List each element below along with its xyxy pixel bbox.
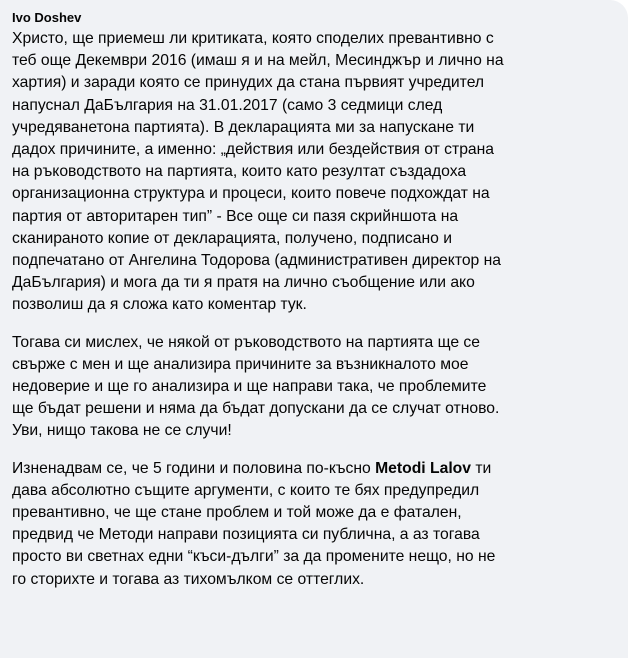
comment-line: ДаБългария) и мога да ти я пратя на лично съобщение или ако	[12, 274, 475, 292]
comment-line: просто ви светнах едни “къси-дълги” за да промените нещо, но не	[12, 548, 496, 566]
comment-line: ще бъдат решени и няма да бъдат допускани да се случат отново.	[12, 400, 500, 418]
comment-line: Уви, нищо такова не се случи!	[12, 422, 232, 440]
comment-text: ти	[470, 459, 492, 477]
user-mention-link[interactable]: Metodi Lalov	[375, 459, 471, 477]
comment-line: превантивно, че ще стане проблем и той може да е фатален,	[12, 504, 462, 522]
comment-line: Тогава си мислех, че някой от ръководството на партията ще се	[12, 333, 481, 351]
comment-line: подпечатано от Ангелина Тодорова (административен директор на	[12, 252, 502, 270]
comment-text: Изненадвам се, че 5 години и половина по-късно	[12, 459, 376, 477]
comment-paragraph-2	[12, 332, 616, 443]
comment-line: предвид че Методи направи позицията си публична, а аз тогава	[12, 526, 480, 544]
comment-author-name[interactable]: Ivo Doshev	[12, 10, 82, 25]
comment-line: дава абсолютно същите аргументи, с които те бях предупредил	[12, 481, 480, 499]
comment-line: Христо, ще приемеш ли критиката, която споделих превантивно с	[12, 30, 494, 47]
comment-line	[12, 458, 616, 480]
comment-paragraph-3	[12, 458, 616, 591]
comment-line: партия от авторитарен тип” - Все още си пазя скрийншота на	[12, 207, 459, 225]
comment-line: недоверие и ще го анализира и ще направи така, че проблемите	[12, 378, 487, 396]
comment-line: учредяванетона партията). В декларацията ми за напускане ти	[12, 118, 475, 136]
comment-paragraph-1	[12, 28, 616, 317]
comment-line: хартия) и заради която се принудих да стана първият учредител	[12, 74, 485, 92]
comment-line: позволиш да я сложа като коментар тук.	[12, 296, 307, 314]
comment-line: организационна структура и процеси, които повече подхождат на	[12, 185, 490, 203]
comment-line: теб още Декември 2016 (имаш я и на мейл, Месинджър и лично на	[12, 52, 504, 70]
comment-line: напуснал ДаБългария на 31.01.2017 (само 3 седмици след	[12, 96, 443, 114]
comment-line: сканираното копие от декларацията, получено, подписано и	[12, 229, 452, 247]
comment-line: го сторихте и тогава аз тихомълком се оттеглих.	[12, 570, 365, 588]
comment-line: дадох причините, а именно: „действия или бездействия от страна	[12, 141, 495, 159]
comment-line: на ръководството на партията, които като резултат създадоха	[12, 163, 467, 181]
comment-line: свърже с мен и ще анализира причините за възникналото мое	[12, 355, 469, 373]
